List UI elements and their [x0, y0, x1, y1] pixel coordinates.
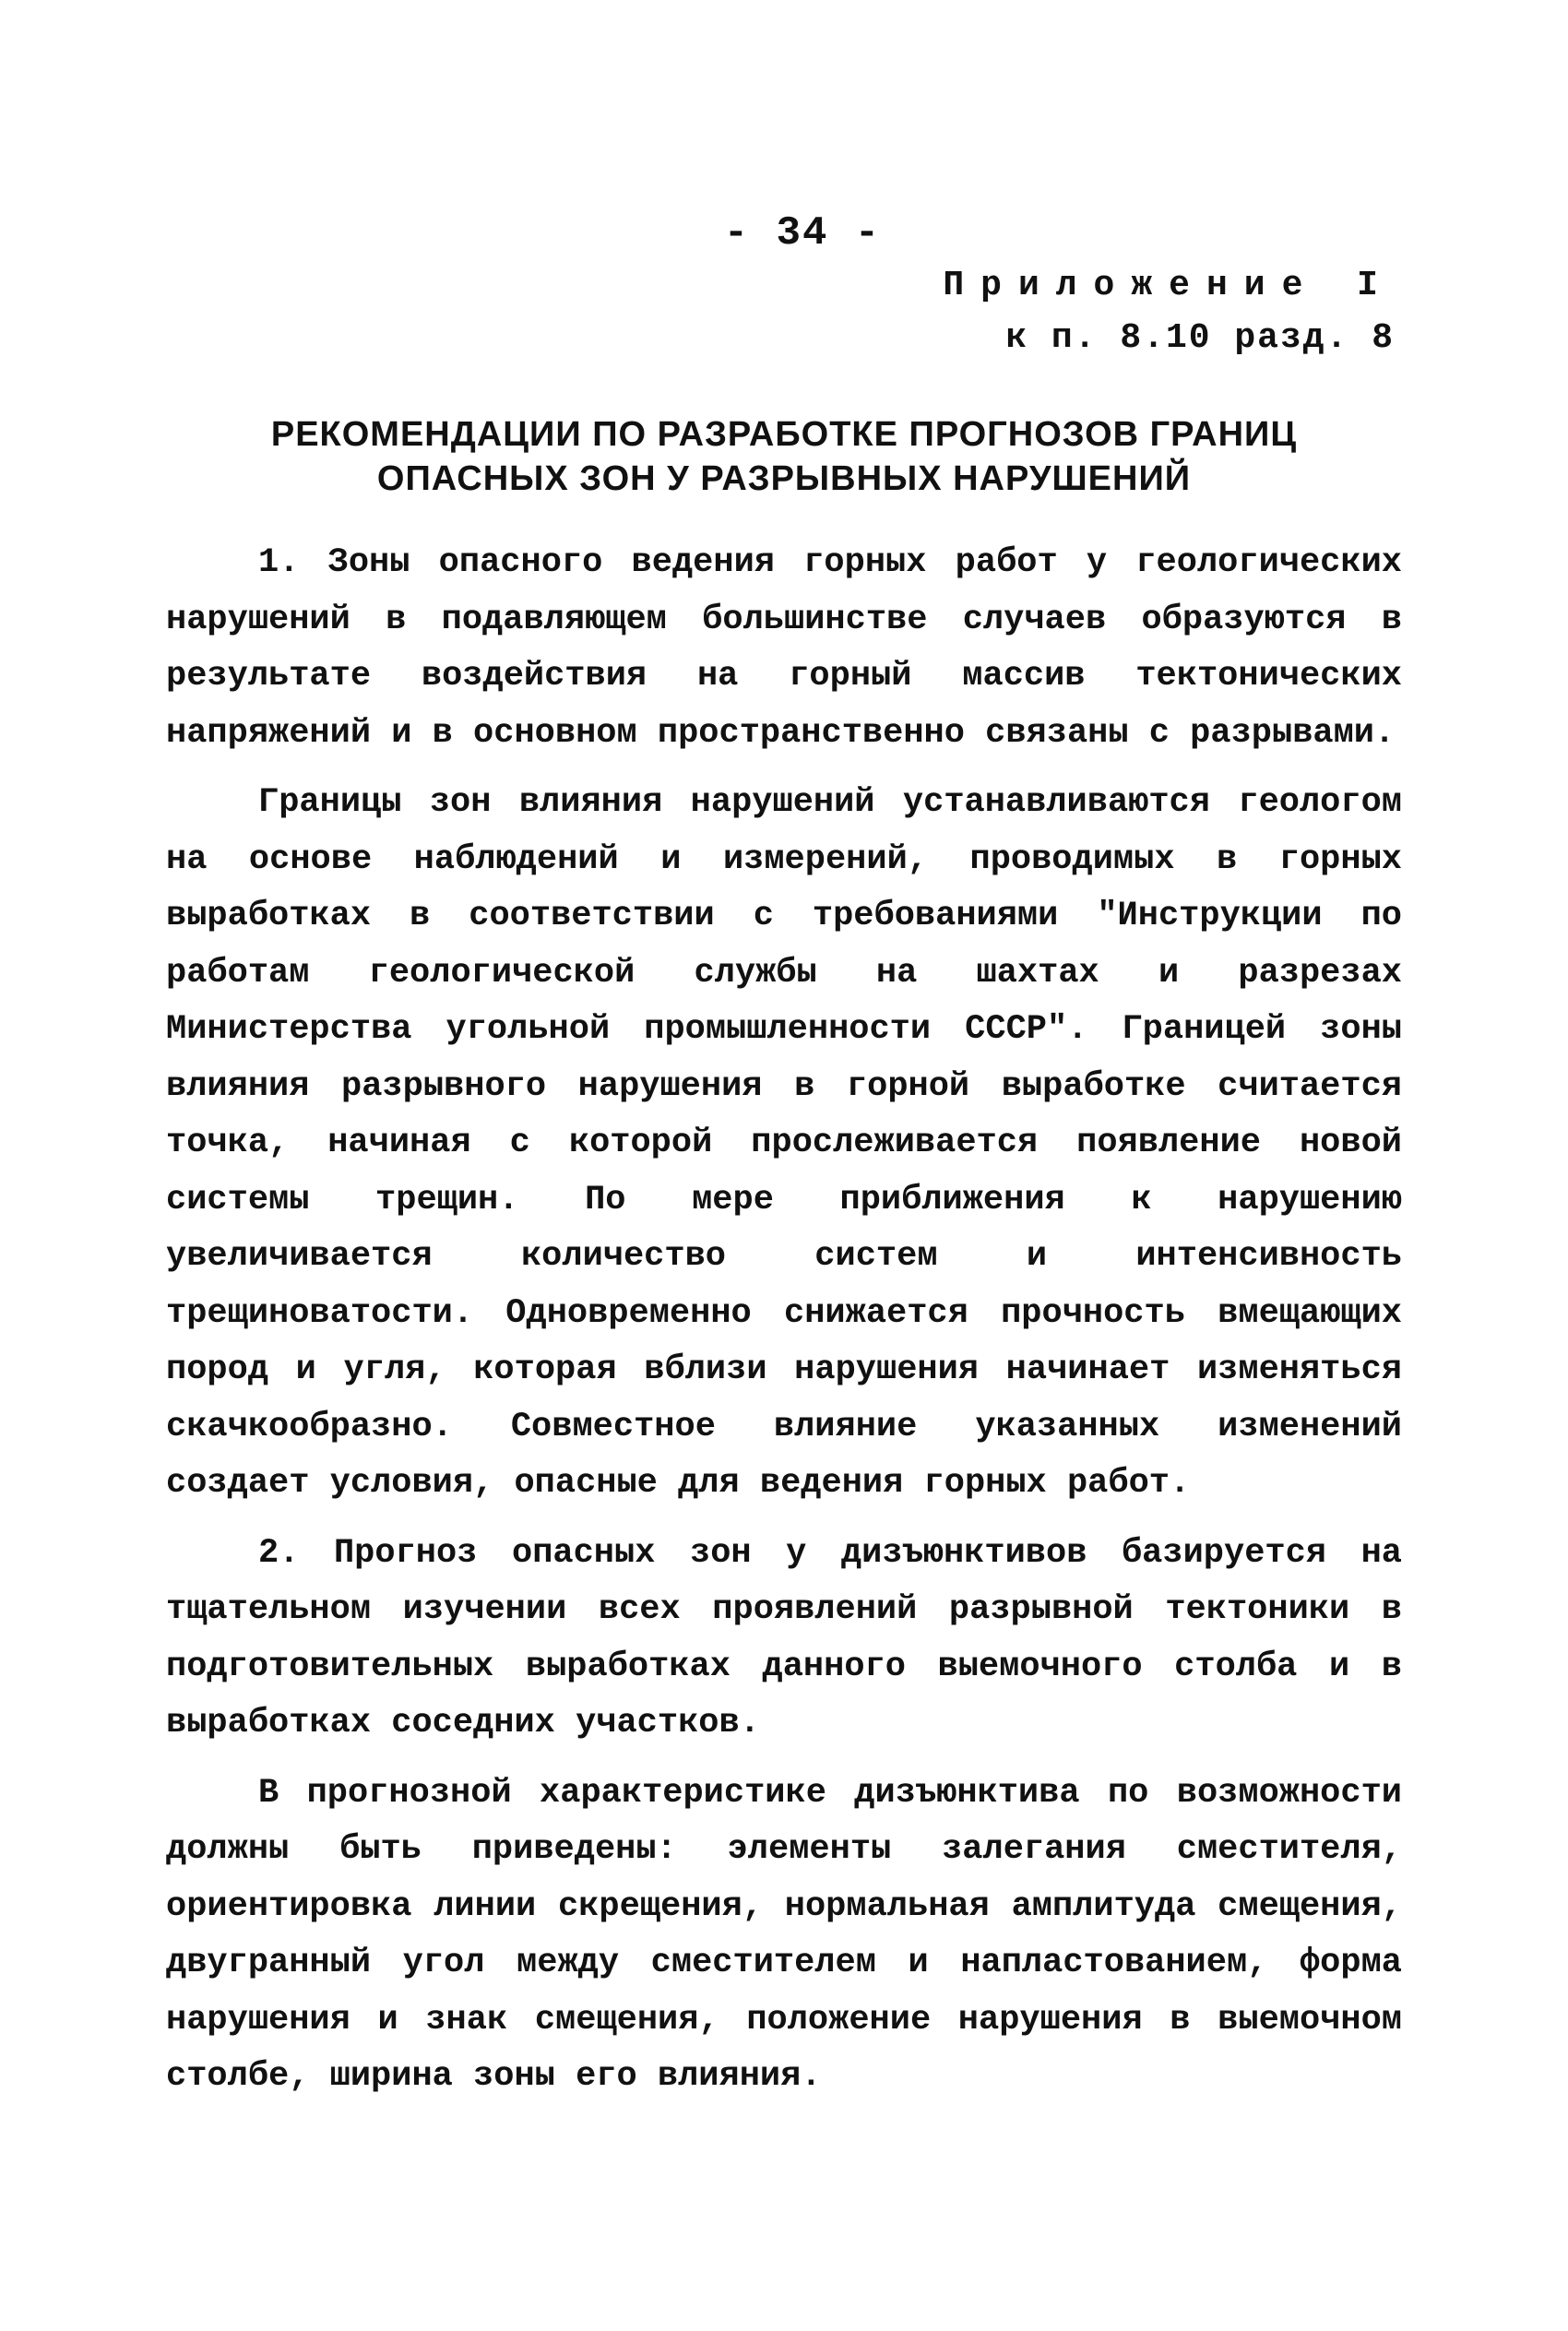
page-number: - 34 -	[723, 210, 882, 256]
body-text	[166, 535, 1402, 2119]
paragraph-2: Границы зон влияния нарушений устанавливаются геологом на основе наблюдений и измерений, проводимых в горных выработках в соответствии с требованиями "Инструкции по работам геологической службы на шахтах и разрезах Министерства угольной промышленности СССР". Границей зоны влияния разрывного нарушения в горной выработке считается точка, начиная с которой прослеживается появление новой системы трещин. По мере приближения к нарушению увеличивается количество систем и интенсивность трещиноватости. Одновременно снижается прочность вмещающих пород и угля, которая вблизи нарушения начинает изменяться скачкообразно. Совместное влияние указанных изменений создает условия, опасные для ведения горных работ.	[166, 783, 1402, 1503]
paragraph-4: В прогнозной характеристике дизъюнктива по возможности должны быть приведены: элементы залегания сместителя, ориентировка линии скрещения, нормальная амплитуда смещения, двугранный угол между сместителем и напластованием, форма нарушения и знак смещения, положение нарушения в выемочном столбе, ширина зоны его влияния.	[166, 1773, 1402, 2096]
paragraph-3: 2. Прогноз опасных зон у дизъюнктивов базируется на тщательном изучении всех проявлений разрывной тектоники в подготовительных выработках данного выемочного столба и в выработках соседних участков.	[166, 1533, 1402, 1742]
appendix-title: Приложение I	[943, 266, 1395, 305]
appendix-reference: к п. 8.10 разд. 8	[1005, 318, 1395, 358]
document-heading-line-2: ОПАСНЫХ ЗОН У РАЗРЫВНЫХ НАРУШЕНИЙ	[376, 459, 1192, 498]
paragraph-1: 1. Зоны опасного ведения горных работ у геологических нарушений в подавляющем большинстве случаев образуются в результате воздействия на горный массив тектонических напряжений и в основном пространственно связаны с разрывами.	[166, 543, 1402, 753]
document-heading-line-1: РЕКОМЕНДАЦИИ ПО РАЗРАБОТКЕ ПРОГНОЗОВ ГРАНИЦ	[270, 415, 1298, 454]
